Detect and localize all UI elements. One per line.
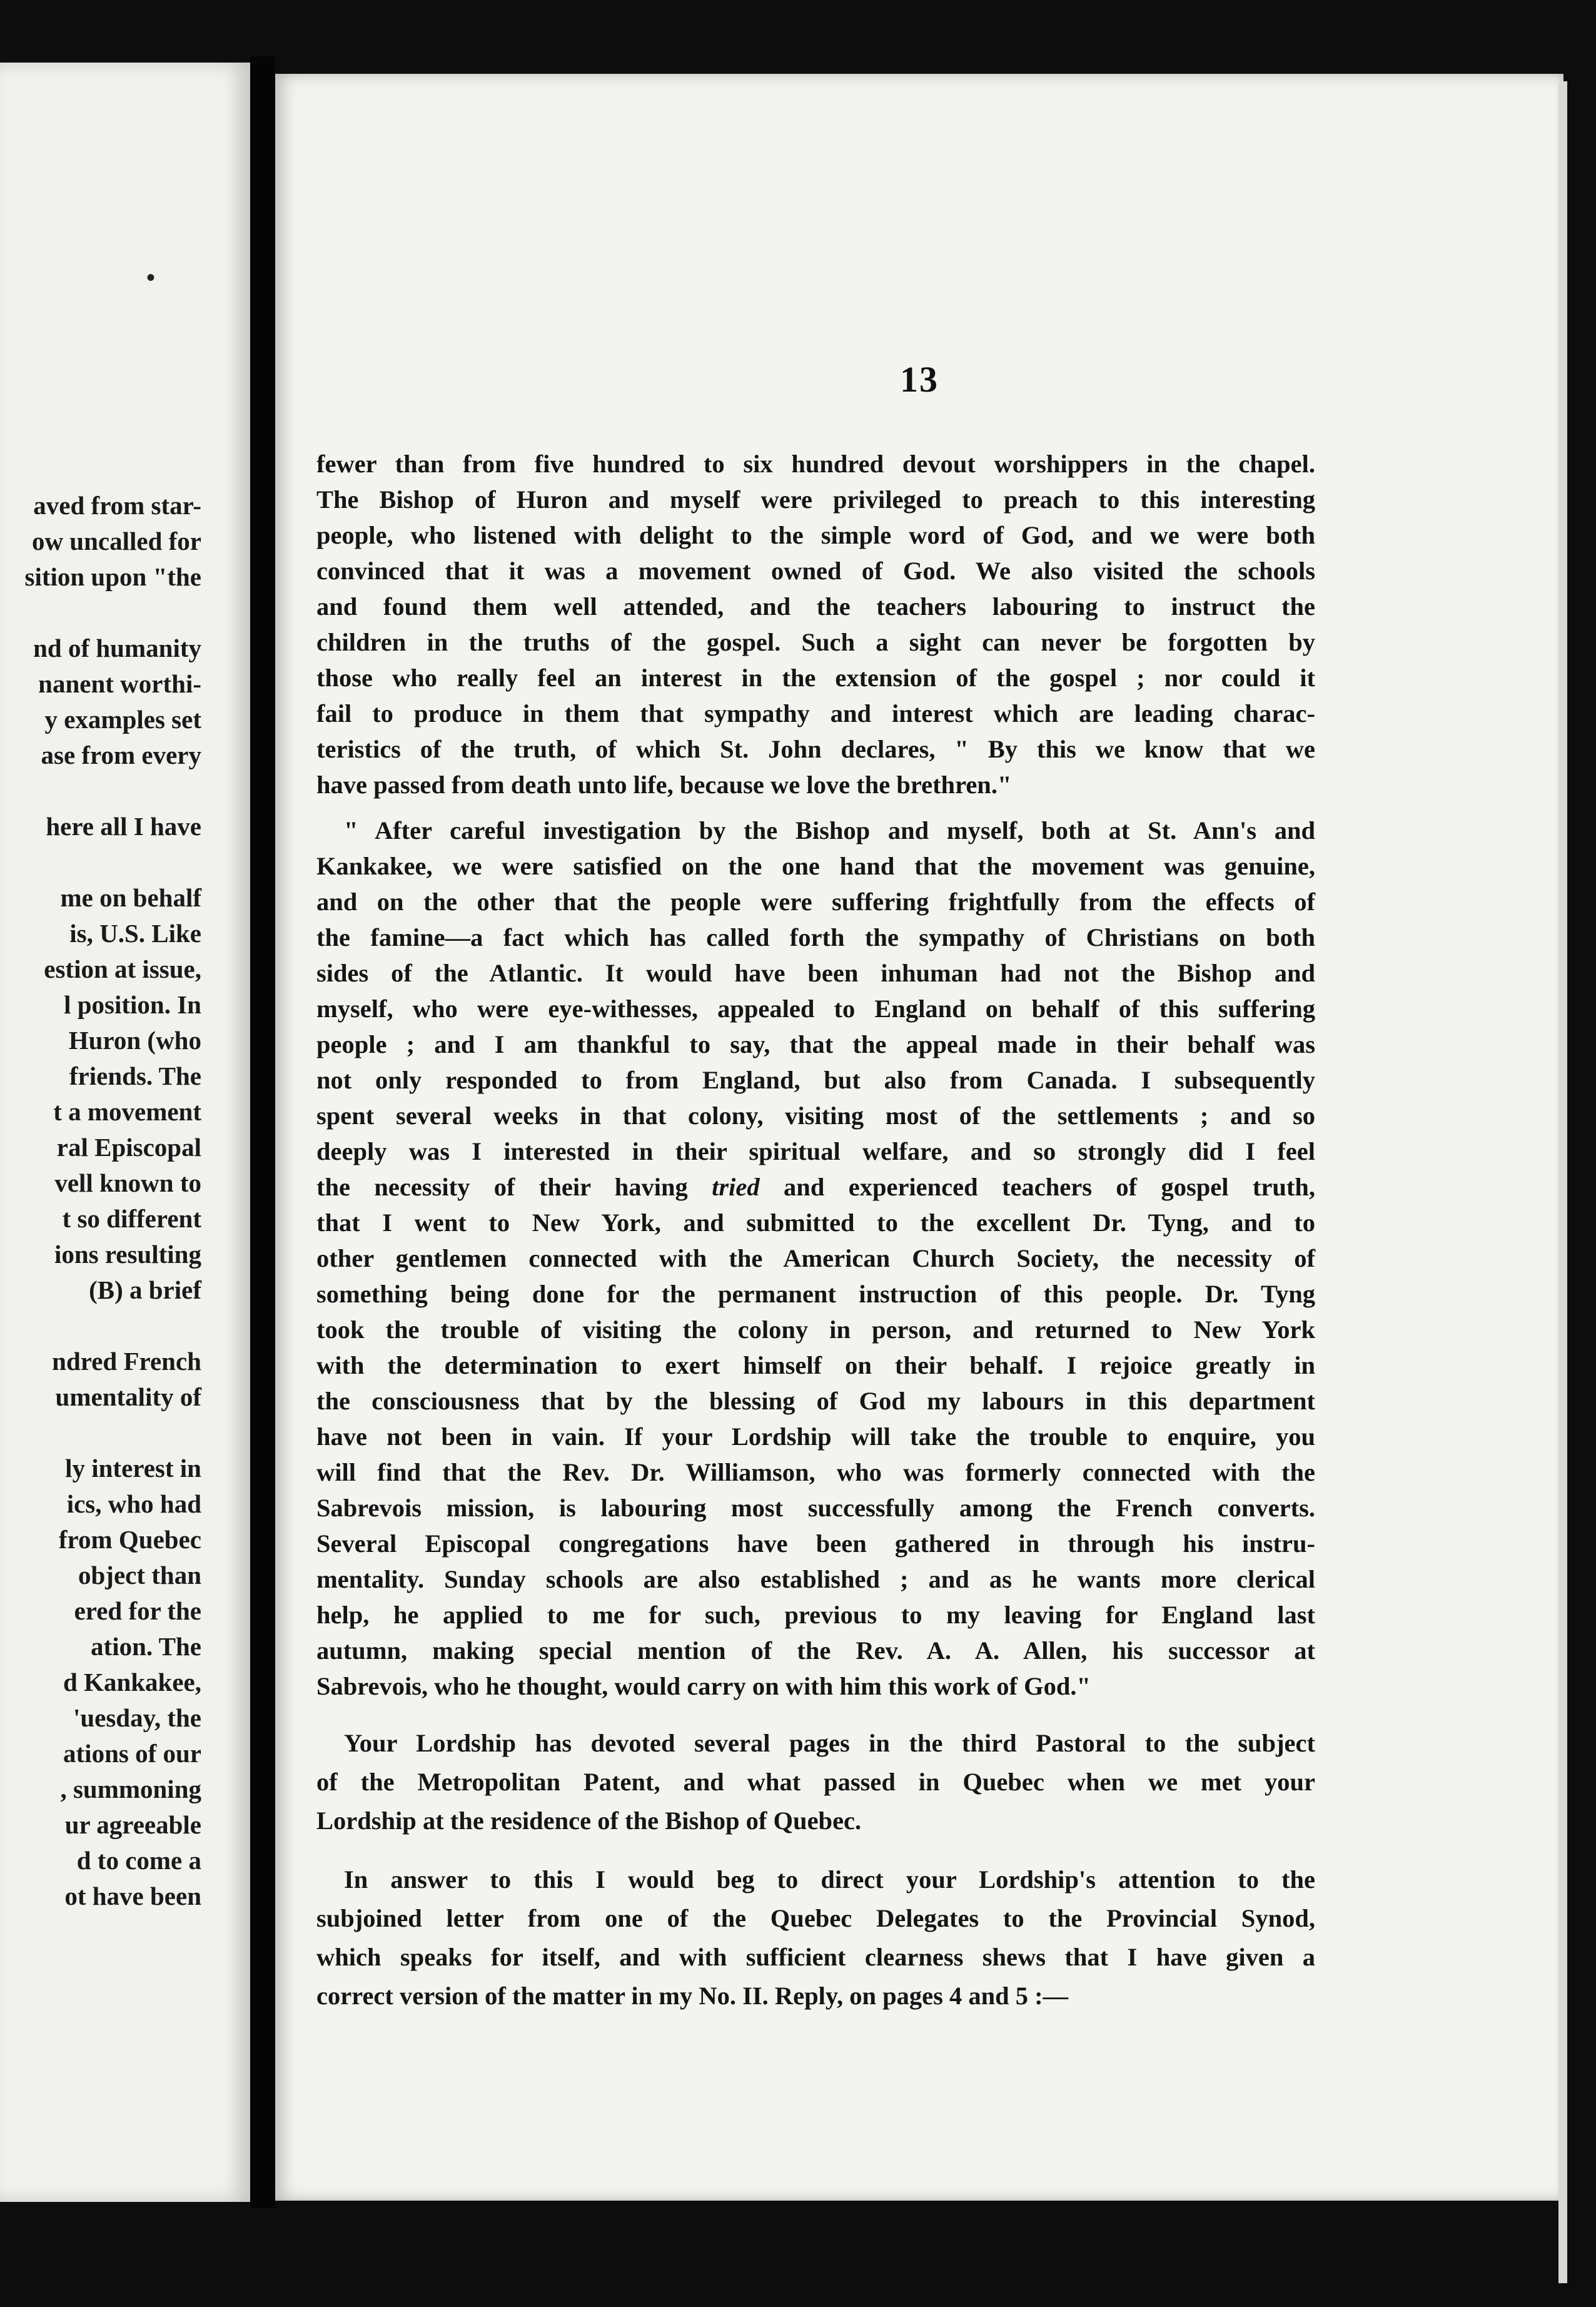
previous-page-line: nd of humanity bbox=[33, 634, 201, 662]
previous-page-line: d Kankakee, bbox=[63, 1668, 201, 1696]
text-line: autumn, making special mention of the Rev. A. A. Allen, his successor at bbox=[316, 1636, 1315, 1665]
previous-page-line: ered for the bbox=[74, 1596, 201, 1625]
previous-page-line: is, U.S. Like bbox=[69, 919, 201, 948]
page-body bbox=[316, 446, 1315, 2015]
text-line: which speaks for itself, and with sufficient clearness shews that I have given a bbox=[316, 1943, 1315, 1971]
previous-page-line: 'uesday, the bbox=[73, 1703, 201, 1732]
text-line: subjoined letter from one of the Quebec Delegates to the Provincial Synod, bbox=[316, 1904, 1315, 1932]
text-line: people, who listened with delight to the simple word of God, and we were both bbox=[316, 521, 1315, 549]
text-line: myself, who were eye-withesses, appealed to England on behalf of this suffering bbox=[316, 995, 1315, 1023]
text-line: those who really feel an interest in the extension of the gospel ; nor could it bbox=[316, 664, 1315, 692]
text-line: of the Metropolitan Patent, and what passed in Quebec when we met your bbox=[316, 1768, 1315, 1796]
paragraph-continued bbox=[316, 446, 1315, 803]
text-line: spent several weeks in that colony, visiting most of the settlements ; and so bbox=[316, 1102, 1315, 1130]
text-line: will find that the Rev. Dr. Williamson, who was formerly connected with the bbox=[316, 1458, 1315, 1486]
previous-page-line: l position. In bbox=[64, 990, 201, 1019]
text-line: convinced that it was a movement owned of God. We also visited the schools bbox=[316, 557, 1315, 585]
text-line: " After careful investigation by the Bishop and myself, both at St. Ann's and bbox=[344, 816, 1315, 844]
previous-page-line: (B) a brief bbox=[89, 1275, 201, 1304]
previous-page-line: here all I have bbox=[46, 812, 201, 841]
text-line: deeply was I interested in their spiritual welfare, and so strongly did I feel bbox=[316, 1137, 1315, 1165]
previous-page-line: , summoning bbox=[60, 1775, 201, 1803]
text-line: and found them well attended, and the teachers labouring to instruct the bbox=[316, 592, 1315, 621]
text-line: have passed from death unto life, because we love the brethren." bbox=[316, 771, 1012, 799]
text-line: Kankakee, we were satisfied on the one hand that the movement was genuine, bbox=[316, 852, 1315, 880]
previous-page-text bbox=[0, 488, 201, 1914]
previous-page-line: friends. The bbox=[69, 1062, 201, 1090]
text-line: not only responded to from England, but also from Canada. I subsequently bbox=[316, 1066, 1315, 1094]
previous-page-line: me on behalf bbox=[60, 883, 201, 912]
previous-page-line: Huron (who bbox=[68, 1026, 201, 1055]
previous-page-line: estion at issue, bbox=[44, 955, 201, 983]
text-line: Lordship at the residence of the Bishop of Quebec. bbox=[316, 1807, 862, 1835]
previous-page-line: ow uncalled for bbox=[31, 527, 201, 555]
italic-word: tried bbox=[712, 1173, 760, 1201]
previous-page-line: y examples set bbox=[44, 705, 201, 734]
previous-page-line: ly interest in bbox=[65, 1454, 201, 1483]
text-line: took the trouble of visiting the colony in person, and returned to New York bbox=[316, 1316, 1315, 1344]
previous-page-line: t so different bbox=[62, 1204, 201, 1233]
text-line: something being done for the permanent instruction of this people. Dr. Tyng bbox=[316, 1280, 1315, 1308]
previous-page-fragment bbox=[0, 63, 250, 2202]
page-13 bbox=[275, 74, 1563, 2201]
text-line: mentality. Sunday schools are also established ; and as he wants more clerical bbox=[316, 1565, 1315, 1593]
text-line: other gentlemen connected with the American Church Society, the necessity of bbox=[316, 1244, 1315, 1272]
text-line: and on the other that the people were suffering frightfully from the effects of bbox=[316, 888, 1315, 916]
text-line: help, he applied to me for such, previous to my leaving for England last bbox=[316, 1601, 1315, 1629]
previous-page-line: from Quebec bbox=[58, 1525, 201, 1554]
quoted-paragraph bbox=[316, 813, 1315, 1704]
text-line: that I went to New York, and submitted to the excellent Dr. Tyng, and to bbox=[316, 1209, 1315, 1237]
previous-page-line: ation. The bbox=[91, 1632, 201, 1661]
page-number: 13 bbox=[900, 359, 939, 400]
previous-page-line: umentality of bbox=[55, 1382, 201, 1411]
previous-page-line: ndred French bbox=[52, 1347, 201, 1376]
text-line: In answer to this I would beg to direct your Lordship's attention to the bbox=[344, 1865, 1315, 1894]
text-line: the famine—a fact which has called forth the sympathy of Christians on both bbox=[316, 923, 1315, 951]
text-line: correct version of the matter in my No. II. Reply, on pages 4 and 5 :— bbox=[316, 1982, 1069, 2010]
previous-page-line: nanent worthi- bbox=[38, 669, 201, 698]
text-line: the necessity of their having tried and experienced teachers of gospel truth, bbox=[316, 1173, 1315, 1201]
text-line: Your Lordship has devoted several pages in the third Pastoral to the subject bbox=[344, 1729, 1315, 1757]
text-line: teristics of the truth, of which St. John declares, " By this we know that we bbox=[316, 735, 1315, 763]
previous-page-line: ations of our bbox=[63, 1739, 201, 1768]
previous-page-line: t a movement bbox=[53, 1097, 201, 1126]
previous-page-line: ur agreeable bbox=[64, 1810, 201, 1839]
paragraph-in-answer bbox=[316, 1860, 1315, 2015]
text-line: fail to produce in them that sympathy and interest which are leading charac- bbox=[316, 699, 1315, 728]
text-line: The Bishop of Huron and myself were privileged to preach to this interesting bbox=[316, 485, 1315, 514]
text-line: have not been in vain. If your Lordship will take the trouble to enquire, you bbox=[316, 1422, 1315, 1451]
previous-page-line: ot have been bbox=[64, 1882, 201, 1910]
previous-page-line: ions resulting bbox=[54, 1240, 201, 1269]
stray-mark: • bbox=[146, 263, 156, 292]
previous-page-line: vell known to bbox=[54, 1169, 201, 1197]
text-line: sides of the Atlantic. It would have been inhuman had not the Bishop and bbox=[316, 959, 1315, 987]
paragraph-metropolitan-patent bbox=[316, 1724, 1315, 1840]
previous-page-line: object than bbox=[78, 1561, 201, 1590]
page-edge bbox=[1558, 81, 1567, 2283]
previous-page-line: d to come a bbox=[76, 1846, 201, 1875]
text-line: with the determination to exert himself on their behalf. I rejoice greatly in bbox=[316, 1351, 1315, 1379]
text-line: children in the truths of the gospel. Such a sight can never be forgotten by bbox=[316, 628, 1315, 656]
previous-page-line: aved from star- bbox=[33, 491, 201, 520]
text-line: Several Episcopal congregations have been gathered in through his instru- bbox=[316, 1529, 1315, 1558]
text-line: fewer than from five hundred to six hundred devout worshippers in the chapel. bbox=[316, 450, 1315, 478]
text-line: Sabrevois, who he thought, would carry on with him this work of God." bbox=[316, 1672, 1091, 1700]
text-line: people ; and I am thankful to say, that the appeal made in their behalf was bbox=[316, 1030, 1315, 1058]
previous-page-line: ral Episcopal bbox=[56, 1133, 201, 1162]
text-line: Sabrevois mission, is labouring most successfully among the French converts. bbox=[316, 1494, 1315, 1522]
text-line: the consciousness that by the blessing of God my labours in this department bbox=[316, 1387, 1315, 1415]
previous-page-line: ase from every bbox=[41, 741, 201, 769]
book-gutter bbox=[250, 56, 275, 2208]
previous-page-line: sition upon "the bbox=[24, 562, 201, 591]
previous-page-line: ics, who had bbox=[66, 1489, 201, 1518]
